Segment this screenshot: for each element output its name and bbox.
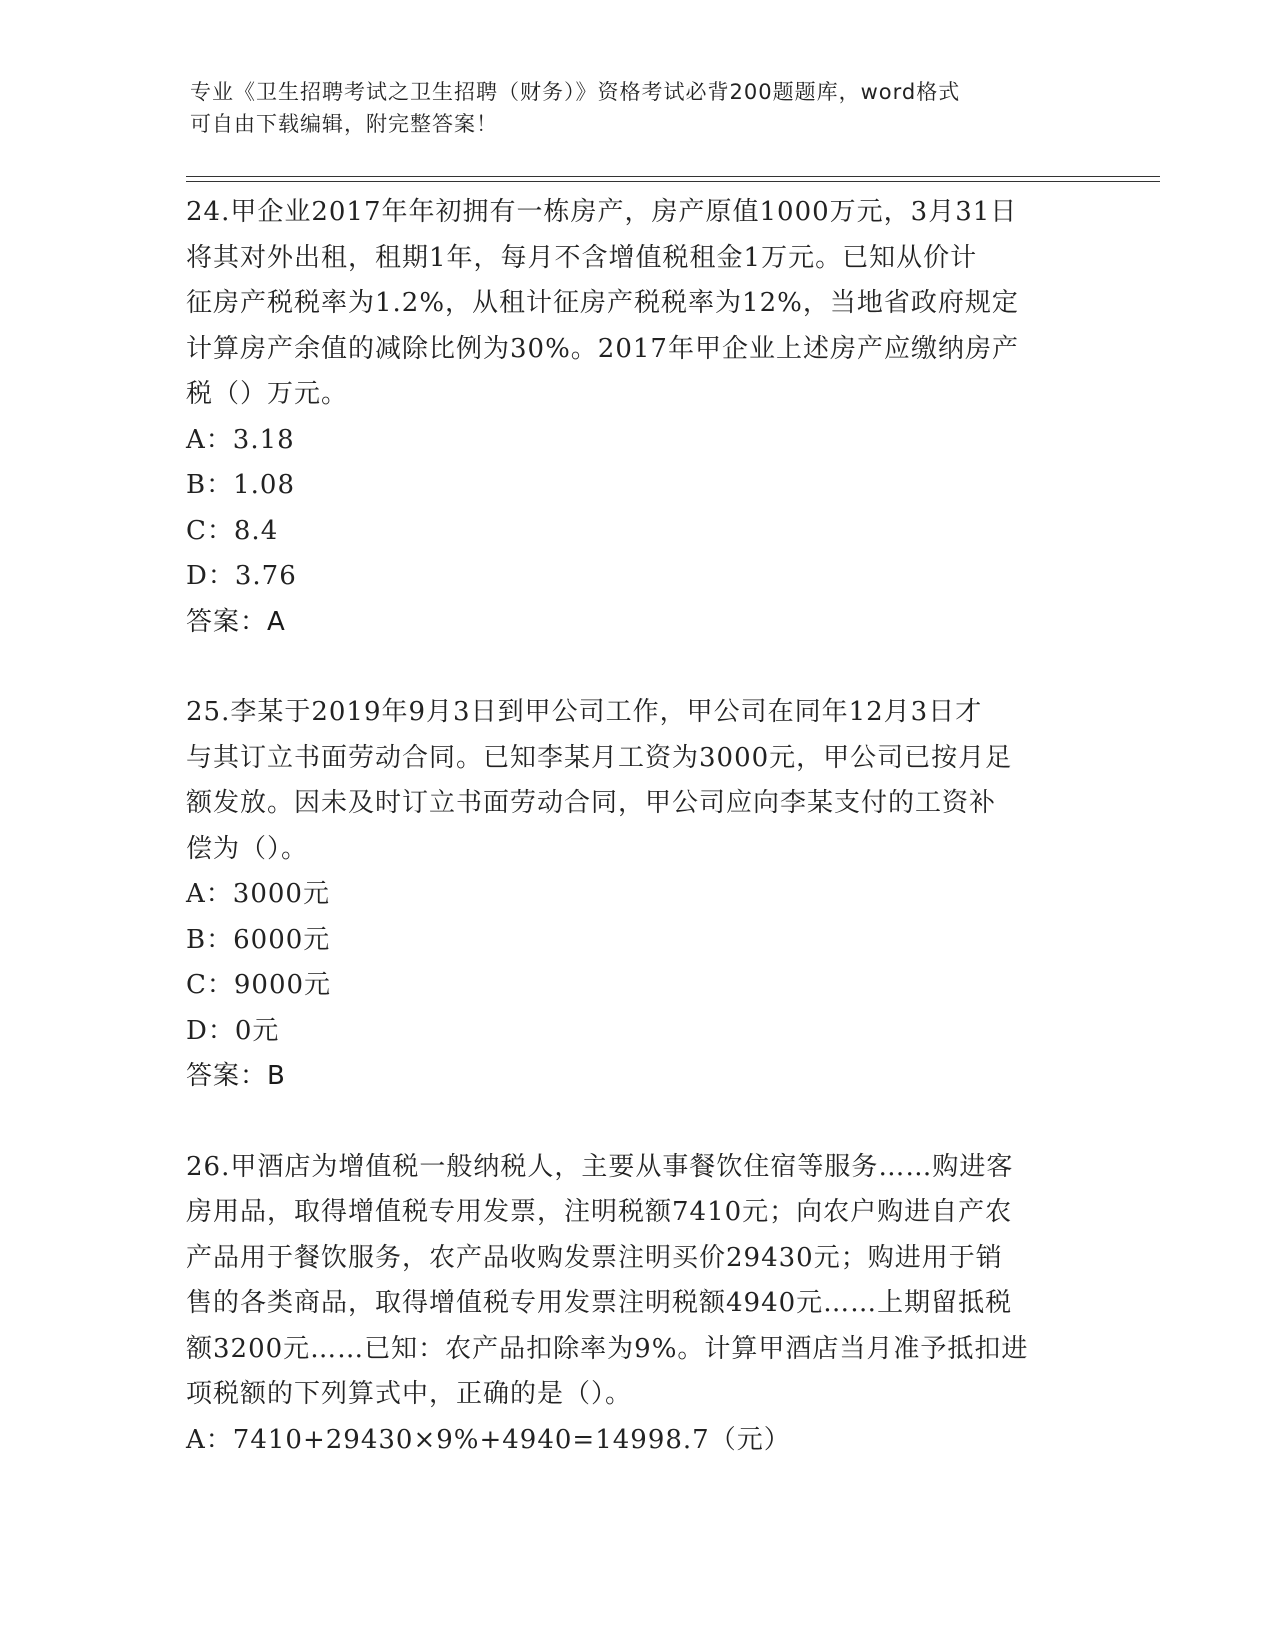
header-line-1: 专业《卫生招聘考试之卫生招聘（财务）》资格考试必背200题题库，word格式 xyxy=(190,80,961,104)
option-c: C：8.4 xyxy=(186,515,279,546)
answer-line: 答案：B xyxy=(186,1061,286,1091)
question-line: 偿为（）。 xyxy=(186,833,309,864)
question-24 xyxy=(186,190,1086,645)
header-divider-top xyxy=(186,176,1160,177)
answer-line: 答案：A xyxy=(186,606,286,637)
question-list xyxy=(186,190,1086,1463)
question-line: 房用品，取得增值税专用发票，注明税额7410元；向农户购进自产农 xyxy=(186,1197,1013,1227)
question-line: 售的各类商品，取得增值税专用发票注明税额4940元……上期留抵税 xyxy=(186,1288,1013,1318)
option-d: D：3.76 xyxy=(186,561,297,591)
question-25 xyxy=(186,690,1086,1100)
question-line: 征房产税税率为1.2%，从租计征房产税税率为12%，当地省政府规定 xyxy=(186,288,1019,318)
question-line: 税（）万元。 xyxy=(186,379,349,409)
document-header xyxy=(190,76,1090,140)
question-line: 25.李某于2019年9月3日到甲公司工作，甲公司在同年12月3日才 xyxy=(186,697,983,727)
header-divider-bottom xyxy=(186,181,1160,182)
option-a: A：7410+29430×9%+4940=14998.7（元） xyxy=(186,1424,791,1455)
question-26 xyxy=(186,1145,1086,1464)
question-line: 与其订立书面劳动合同。已知李某月工资为3000元，甲公司已按月足 xyxy=(186,742,1013,773)
question-line: 将其对外出租，租期1年，每月不含增值税租金1万元。已知从价计 xyxy=(186,242,978,273)
question-line: 项税额的下列算式中，正确的是（）。 xyxy=(186,1379,633,1409)
option-c: C：9000元 xyxy=(186,970,332,1000)
option-a: A：3.18 xyxy=(186,424,295,455)
question-spacer xyxy=(186,1100,1086,1145)
question-spacer xyxy=(186,645,1086,690)
question-line: 额发放。因未及时订立书面劳动合同，甲公司应向李某支付的工资补 xyxy=(186,788,997,818)
question-text xyxy=(186,190,1086,418)
question-line: 计算房产余值的减除比例为30%。2017年甲企业上述房产应缴纳房产 xyxy=(186,333,1019,364)
question-line: 26.甲酒店为增值税一般纳税人，主要从事餐饮住宿等服务……购进客 xyxy=(186,1151,1014,1182)
question-line: 产品用于餐饮服务，农产品收购发票注明买价29430元；购进用于销 xyxy=(186,1242,1003,1273)
question-line: 额3200元……已知：农产品扣除率为9%。计算甲酒店当月准予抵扣进 xyxy=(186,1333,1029,1364)
option-b: B：1.08 xyxy=(186,470,295,500)
header-line-2: 可自由下载编辑，附完整答案！ xyxy=(190,112,498,136)
option-b: B：6000元 xyxy=(186,924,331,955)
question-text xyxy=(186,1145,1086,1418)
option-d: D：0元 xyxy=(186,1015,280,1046)
question-line: 24.甲企业2017年年初拥有一栋房产，房产原值1000万元，3月31日 xyxy=(186,197,1018,227)
question-text xyxy=(186,690,1086,872)
option-a: A：3000元 xyxy=(186,879,330,909)
